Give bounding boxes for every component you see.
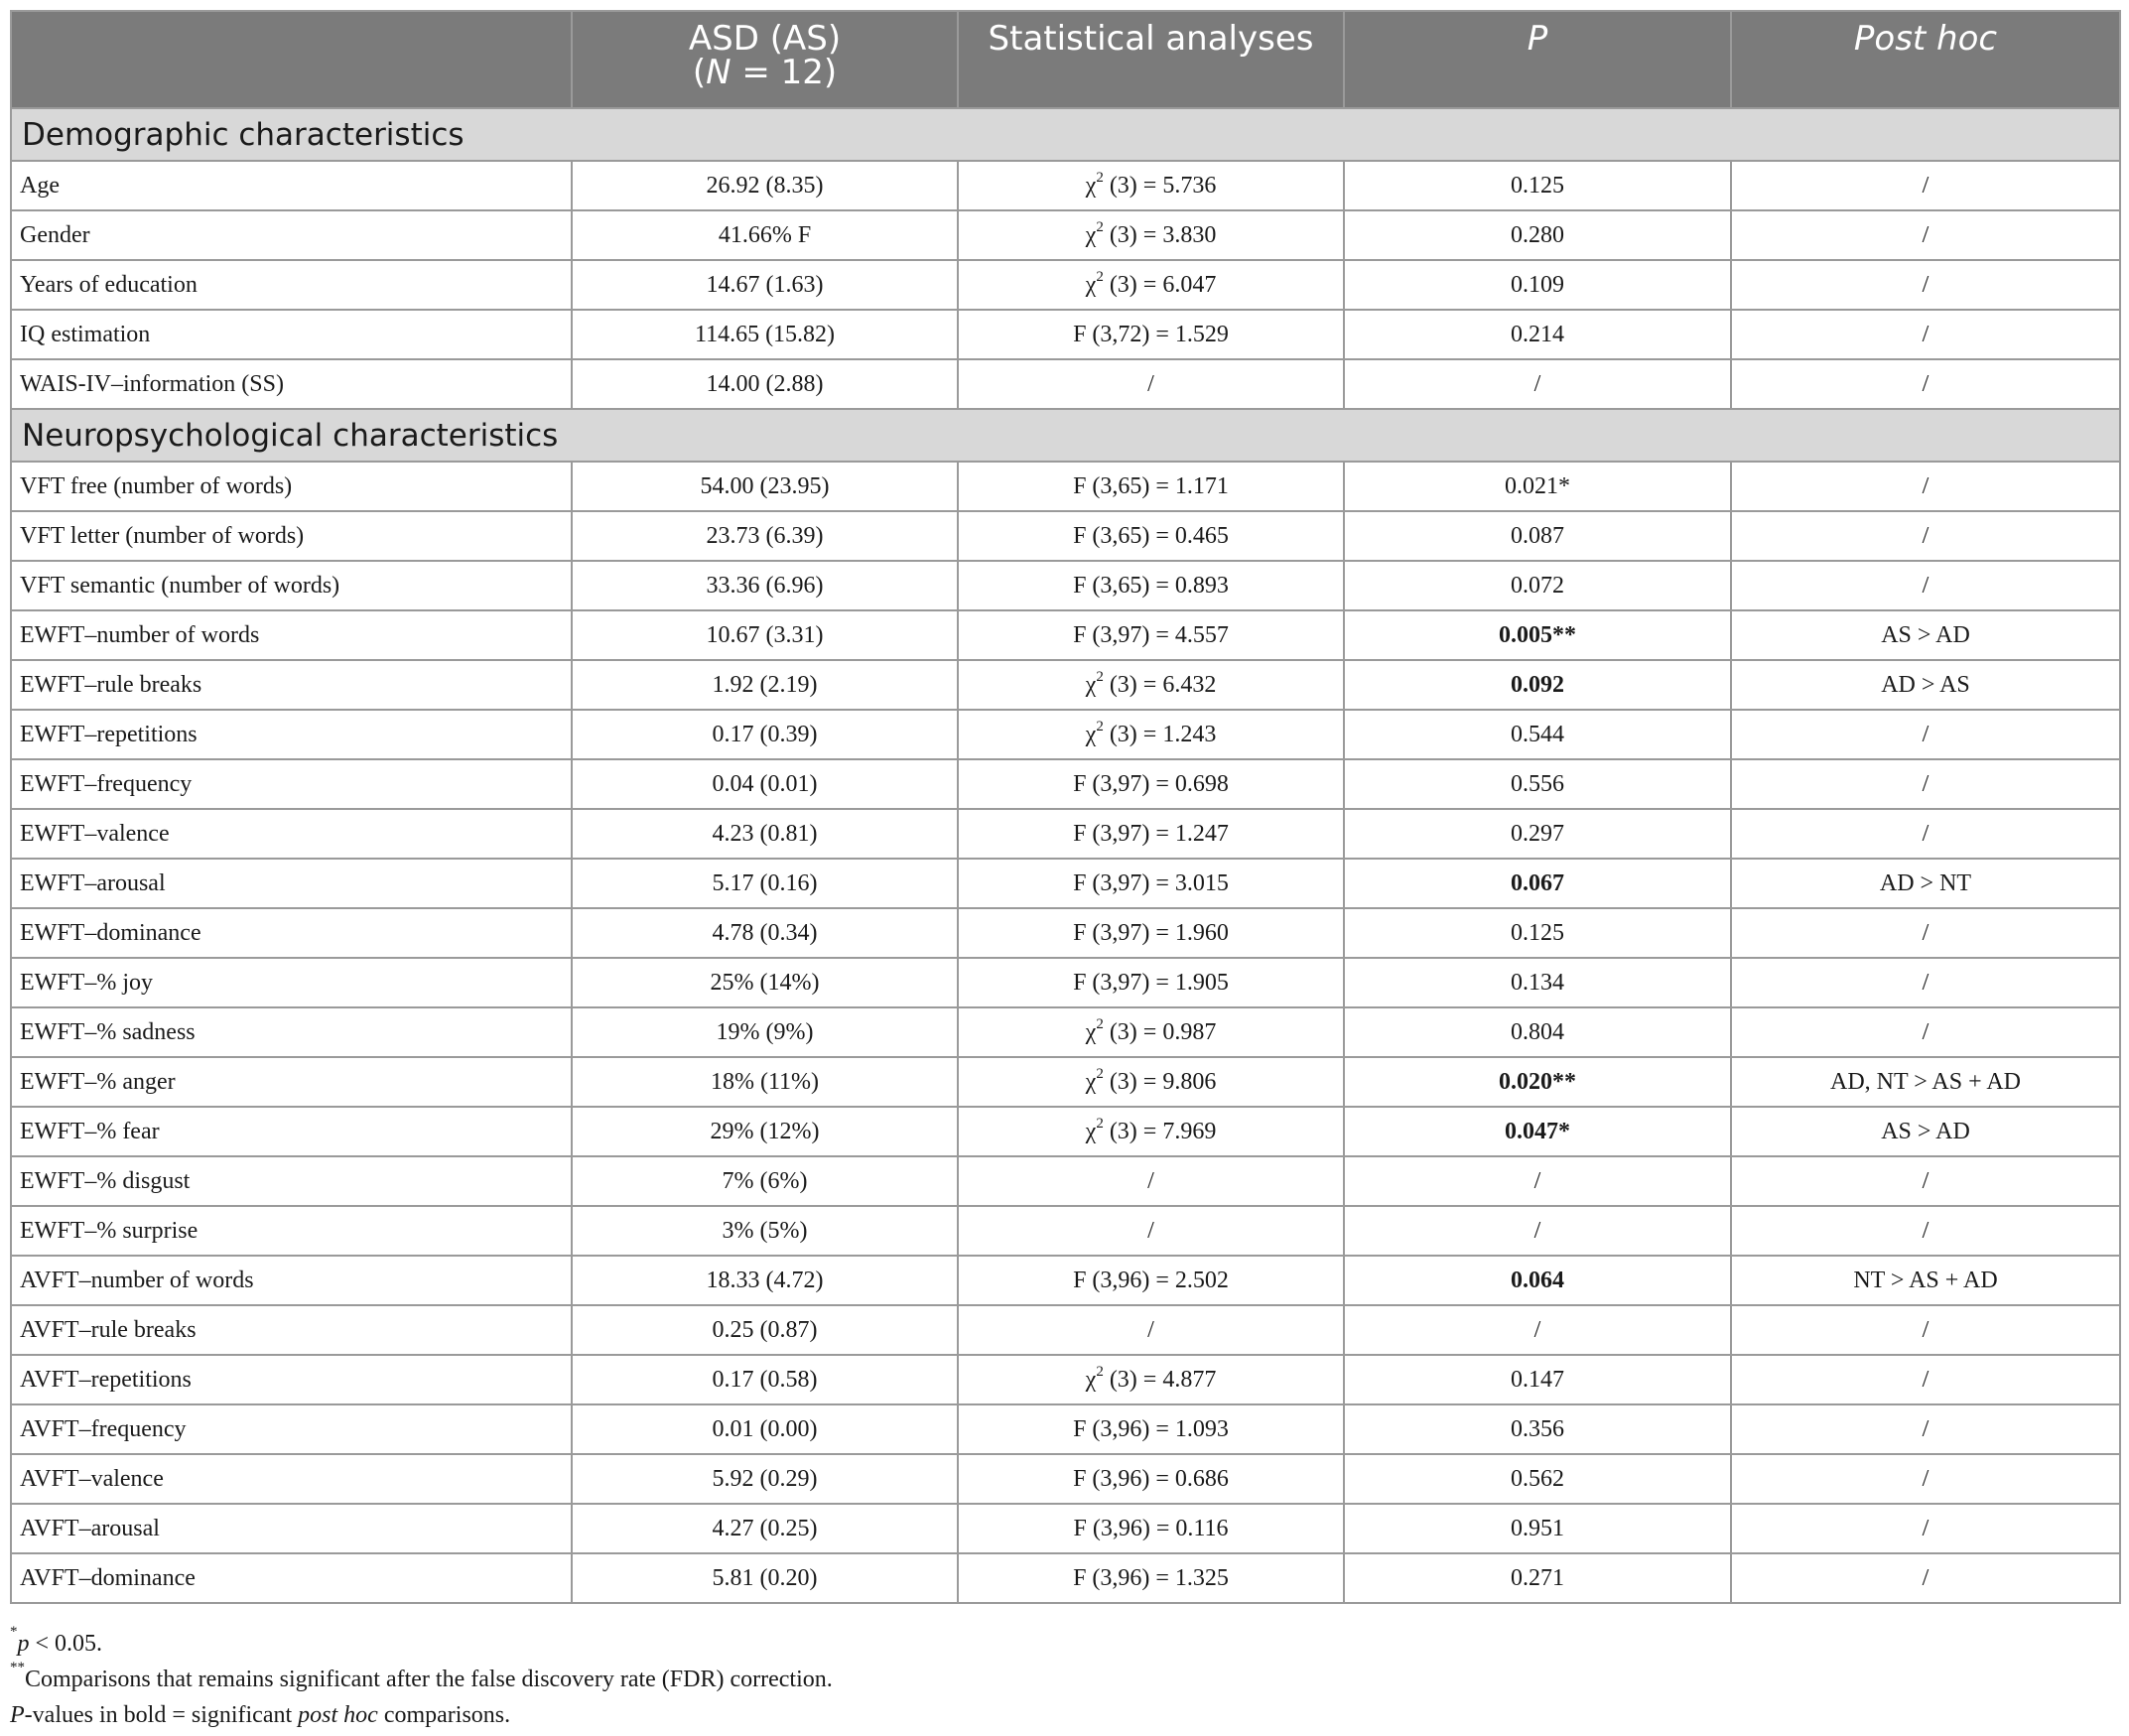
stat-value xyxy=(958,210,1344,260)
stat-text: F (3,96) = 1.093 xyxy=(1073,1415,1229,1442)
footnote-3-italic: post hoc xyxy=(298,1702,378,1728)
stat-value xyxy=(958,710,1344,759)
posthoc-value: NT > AS + AD xyxy=(1731,1256,2120,1305)
stat-value xyxy=(958,908,1344,958)
stat-text: F (3,97) = 0.698 xyxy=(1073,770,1229,797)
posthoc-value: / xyxy=(1731,511,2120,561)
chi-symbol: χ xyxy=(1085,721,1097,747)
stat-value xyxy=(958,310,1344,359)
asd-value: 5.81 (0.20) xyxy=(572,1553,958,1603)
section-row-neuro xyxy=(11,409,2120,462)
stat-text: F (3,96) = 2.502 xyxy=(1073,1267,1229,1293)
stat-value xyxy=(958,161,1344,210)
measure-label: Gender xyxy=(11,210,572,260)
table-header-row xyxy=(11,11,2120,108)
posthoc-value: / xyxy=(1731,908,2120,958)
stat-text: F (3,97) = 4.557 xyxy=(1073,621,1229,648)
asd-value: 5.92 (0.29) xyxy=(572,1454,958,1504)
posthoc-value: / xyxy=(1731,1305,2120,1355)
asd-value: 14.00 (2.88) xyxy=(572,359,958,409)
stat-value xyxy=(958,1355,1344,1404)
posthoc-value: / xyxy=(1731,1355,2120,1404)
measure-label: EWFT–% anger xyxy=(11,1057,572,1107)
table-row xyxy=(11,1256,2120,1305)
measure-label: EWFT–% joy xyxy=(11,958,572,1007)
p-value: 0.109 xyxy=(1344,260,1731,310)
table-row xyxy=(11,1355,2120,1404)
stat-text: (3) = 7.969 xyxy=(1103,1118,1217,1144)
header-stat-cell: Statistical analyses xyxy=(958,11,1344,108)
asd-value: 18.33 (4.72) xyxy=(572,1256,958,1305)
stat-text: (3) = 6.432 xyxy=(1103,671,1217,698)
measure-label: Years of education xyxy=(11,260,572,310)
section-title-demographic: Demographic characteristics xyxy=(11,108,2120,161)
posthoc-value: / xyxy=(1731,1206,2120,1256)
table-row xyxy=(11,759,2120,809)
posthoc-value: AS > AD xyxy=(1731,610,2120,660)
header-p-label: P xyxy=(1527,19,1548,59)
measure-label: EWFT–% surprise xyxy=(11,1206,572,1256)
posthoc-value: / xyxy=(1731,210,2120,260)
chi-symbol: χ xyxy=(1085,172,1097,199)
stat-value xyxy=(958,1553,1344,1603)
measure-label: EWFT–arousal xyxy=(11,859,572,908)
p-value: 0.556 xyxy=(1344,759,1731,809)
p-value: / xyxy=(1344,1206,1731,1256)
asd-value: 0.17 (0.39) xyxy=(572,710,958,759)
table-row xyxy=(11,660,2120,710)
p-value: 0.147 xyxy=(1344,1355,1731,1404)
table-row xyxy=(11,710,2120,759)
posthoc-value: / xyxy=(1731,462,2120,511)
table-row xyxy=(11,1454,2120,1504)
measure-label: EWFT–number of words xyxy=(11,610,572,660)
chi-superscript: 2 xyxy=(1096,268,1104,285)
table-row xyxy=(11,1404,2120,1454)
table-row xyxy=(11,310,2120,359)
footnote-3 xyxy=(10,1697,2094,1733)
asd-value: 5.17 (0.16) xyxy=(572,859,958,908)
measure-label: EWFT–valence xyxy=(11,809,572,859)
posthoc-value: / xyxy=(1731,759,2120,809)
stat-text: F (3,65) = 0.893 xyxy=(1073,572,1229,599)
stat-text: / xyxy=(1147,1167,1154,1194)
posthoc-value: / xyxy=(1731,310,2120,359)
asd-value: 3% (5%) xyxy=(572,1206,958,1256)
footnote-2-mark: ** xyxy=(10,1660,25,1675)
asd-value: 33.36 (6.96) xyxy=(572,561,958,610)
table-row xyxy=(11,958,2120,1007)
stat-value xyxy=(958,511,1344,561)
asd-value: 54.00 (23.95) xyxy=(572,462,958,511)
chi-symbol: χ xyxy=(1085,1018,1097,1045)
footnote-1-var: p xyxy=(17,1631,30,1657)
p-value: 0.072 xyxy=(1344,561,1731,610)
stat-value xyxy=(958,462,1344,511)
measure-label: AVFT–dominance xyxy=(11,1553,572,1603)
chi-superscript: 2 xyxy=(1096,1115,1104,1132)
p-value: 0.067 xyxy=(1344,859,1731,908)
p-value: 0.020** xyxy=(1344,1057,1731,1107)
p-value: 0.356 xyxy=(1344,1404,1731,1454)
p-value: 0.064 xyxy=(1344,1256,1731,1305)
measure-label: VFT letter (number of words) xyxy=(11,511,572,561)
posthoc-value: AD > NT xyxy=(1731,859,2120,908)
header-p-cell xyxy=(1344,11,1731,108)
stat-value xyxy=(958,958,1344,1007)
p-value: 0.804 xyxy=(1344,1007,1731,1057)
measure-label: EWFT–% sadness xyxy=(11,1007,572,1057)
table-row xyxy=(11,908,2120,958)
header-n-var: N xyxy=(706,53,732,92)
chi-superscript: 2 xyxy=(1096,718,1104,734)
asd-value: 26.92 (8.35) xyxy=(572,161,958,210)
p-value: 0.125 xyxy=(1344,161,1731,210)
stat-value xyxy=(958,1504,1344,1553)
p-value: 0.005** xyxy=(1344,610,1731,660)
footnote-2 xyxy=(10,1662,2094,1697)
measure-label: VFT semantic (number of words) xyxy=(11,561,572,610)
asd-value: 114.65 (15.82) xyxy=(572,310,958,359)
header-asd-label: ASD (AS) xyxy=(688,19,842,59)
results-table xyxy=(10,10,2121,1604)
stat-text: / xyxy=(1147,1217,1154,1244)
table-row xyxy=(11,610,2120,660)
asd-value: 0.25 (0.87) xyxy=(572,1305,958,1355)
stat-value xyxy=(958,1404,1344,1454)
measure-label: AVFT–frequency xyxy=(11,1404,572,1454)
footnote-3-end: comparisons. xyxy=(377,1702,511,1728)
stat-text: / xyxy=(1147,370,1154,397)
stat-value xyxy=(958,1206,1344,1256)
chi-superscript: 2 xyxy=(1096,218,1104,235)
stat-text: F (3,96) = 0.686 xyxy=(1073,1465,1229,1492)
stat-value xyxy=(958,1156,1344,1206)
asd-value: 1.92 (2.19) xyxy=(572,660,958,710)
stat-value xyxy=(958,660,1344,710)
stat-text: F (3,72) = 1.529 xyxy=(1073,321,1229,347)
p-value: 0.021* xyxy=(1344,462,1731,511)
table-row xyxy=(11,462,2120,511)
table-row xyxy=(11,1156,2120,1206)
p-value: 0.297 xyxy=(1344,809,1731,859)
stat-text: (3) = 3.830 xyxy=(1103,221,1217,248)
stat-text: F (3,97) = 3.015 xyxy=(1073,869,1229,896)
header-n-open: ( xyxy=(692,53,707,92)
chi-superscript: 2 xyxy=(1096,1015,1104,1032)
chi-symbol: χ xyxy=(1085,271,1097,298)
asd-value: 25% (14%) xyxy=(572,958,958,1007)
footnotes xyxy=(10,1626,2094,1733)
stat-value xyxy=(958,759,1344,809)
posthoc-value: AD, NT > AS + AD xyxy=(1731,1057,2120,1107)
table-row xyxy=(11,561,2120,610)
header-n-rest: = 12) xyxy=(731,53,838,92)
measure-label: EWFT–repetitions xyxy=(11,710,572,759)
stat-text: (3) = 5.736 xyxy=(1103,172,1217,199)
p-value: 0.562 xyxy=(1344,1454,1731,1504)
stat-text: F (3,96) = 1.325 xyxy=(1073,1564,1229,1591)
asd-value: 4.78 (0.34) xyxy=(572,908,958,958)
measure-label: AVFT–rule breaks xyxy=(11,1305,572,1355)
p-value: / xyxy=(1344,1156,1731,1206)
footnote-1-text: < 0.05. xyxy=(29,1631,103,1657)
footnote-3-text: -values in bold = significant xyxy=(24,1702,299,1728)
stat-text: (3) = 4.877 xyxy=(1103,1366,1217,1393)
chi-superscript: 2 xyxy=(1096,169,1104,186)
table-row xyxy=(11,859,2120,908)
chi-symbol: χ xyxy=(1085,1118,1097,1144)
stat-value xyxy=(958,1305,1344,1355)
posthoc-value: / xyxy=(1731,161,2120,210)
p-value: 0.047* xyxy=(1344,1107,1731,1156)
p-value: 0.280 xyxy=(1344,210,1731,260)
measure-label: EWFT–dominance xyxy=(11,908,572,958)
measure-label: AVFT–repetitions xyxy=(11,1355,572,1404)
asd-value: 29% (12%) xyxy=(572,1107,958,1156)
stat-value xyxy=(958,1454,1344,1504)
asd-value: 14.67 (1.63) xyxy=(572,260,958,310)
stat-text: F (3,65) = 0.465 xyxy=(1073,522,1229,549)
stat-value xyxy=(958,859,1344,908)
asd-value: 7% (6%) xyxy=(572,1156,958,1206)
chi-superscript: 2 xyxy=(1096,1065,1104,1082)
posthoc-value: / xyxy=(1731,1454,2120,1504)
asd-value: 23.73 (6.39) xyxy=(572,511,958,561)
table-row xyxy=(11,1057,2120,1107)
stat-value xyxy=(958,1107,1344,1156)
table-row xyxy=(11,1107,2120,1156)
stat-text: (3) = 6.047 xyxy=(1103,271,1217,298)
posthoc-value: / xyxy=(1731,260,2120,310)
chi-superscript: 2 xyxy=(1096,1363,1104,1380)
posthoc-value: / xyxy=(1731,1504,2120,1553)
table-row xyxy=(11,1305,2120,1355)
asd-value: 4.23 (0.81) xyxy=(572,809,958,859)
stat-value xyxy=(958,1007,1344,1057)
asd-value: 10.67 (3.31) xyxy=(572,610,958,660)
posthoc-value: / xyxy=(1731,1553,2120,1603)
header-posthoc-cell xyxy=(1731,11,2120,108)
p-value: 0.214 xyxy=(1344,310,1731,359)
posthoc-value: / xyxy=(1731,1156,2120,1206)
table-row xyxy=(11,210,2120,260)
stat-text: F (3,97) = 1.247 xyxy=(1073,820,1229,847)
p-value: 0.125 xyxy=(1344,908,1731,958)
measure-label: EWFT–rule breaks xyxy=(11,660,572,710)
header-asd-cell xyxy=(572,11,958,108)
stat-text: (3) = 1.243 xyxy=(1103,721,1217,747)
chi-superscript: 2 xyxy=(1096,668,1104,685)
measure-label: AVFT–number of words xyxy=(11,1256,572,1305)
chi-symbol: χ xyxy=(1085,671,1097,698)
asd-value: 4.27 (0.25) xyxy=(572,1504,958,1553)
results-table-container xyxy=(10,10,2119,1604)
p-value: 0.271 xyxy=(1344,1553,1731,1603)
asd-value: 0.01 (0.00) xyxy=(572,1404,958,1454)
posthoc-value: AD > AS xyxy=(1731,660,2120,710)
posthoc-value: AS > AD xyxy=(1731,1107,2120,1156)
measure-label: Age xyxy=(11,161,572,210)
table-row xyxy=(11,161,2120,210)
measure-label: AVFT–valence xyxy=(11,1454,572,1504)
asd-value: 0.04 (0.01) xyxy=(572,759,958,809)
posthoc-value: / xyxy=(1731,1404,2120,1454)
measure-label: EWFT–% disgust xyxy=(11,1156,572,1206)
footnote-3-var: P xyxy=(10,1702,25,1728)
posthoc-value: / xyxy=(1731,958,2120,1007)
stat-value xyxy=(958,1057,1344,1107)
stat-text: F (3,97) = 1.960 xyxy=(1073,919,1229,946)
p-value: / xyxy=(1344,359,1731,409)
table-row xyxy=(11,809,2120,859)
p-value: 0.544 xyxy=(1344,710,1731,759)
measure-label: WAIS-IV–information (SS) xyxy=(11,359,572,409)
footnote-2-text: Comparisons that remains significant after the false discovery rate (FDR) correction. xyxy=(25,1667,833,1692)
stat-value xyxy=(958,561,1344,610)
table-row xyxy=(11,260,2120,310)
posthoc-value: / xyxy=(1731,809,2120,859)
measure-label: EWFT–frequency xyxy=(11,759,572,809)
stat-value xyxy=(958,1256,1344,1305)
posthoc-value: / xyxy=(1731,1007,2120,1057)
footnote-1 xyxy=(10,1626,2094,1662)
stat-value xyxy=(958,809,1344,859)
measure-label: IQ estimation xyxy=(11,310,572,359)
stat-text: (3) = 0.987 xyxy=(1103,1018,1217,1045)
stat-text: F (3,96) = 0.116 xyxy=(1073,1515,1229,1541)
section-title-neuro: Neuropsychological characteristics xyxy=(11,409,2120,462)
chi-symbol: χ xyxy=(1085,1068,1097,1095)
asd-value: 41.66% F xyxy=(572,210,958,260)
stat-text: / xyxy=(1147,1316,1154,1343)
posthoc-value: / xyxy=(1731,359,2120,409)
table-row xyxy=(11,1206,2120,1256)
chi-symbol: χ xyxy=(1085,1366,1097,1393)
p-value: 0.087 xyxy=(1344,511,1731,561)
stat-text: F (3,65) = 1.171 xyxy=(1073,472,1229,499)
header-blank-cell xyxy=(11,11,572,108)
measure-label: AVFT–arousal xyxy=(11,1504,572,1553)
table-row xyxy=(11,1504,2120,1553)
footnote-1-mark: * xyxy=(10,1624,18,1640)
stat-text: F (3,97) = 1.905 xyxy=(1073,969,1229,996)
measure-label: EWFT–% fear xyxy=(11,1107,572,1156)
p-value: 0.134 xyxy=(1344,958,1731,1007)
p-value: / xyxy=(1344,1305,1731,1355)
header-posthoc-label: Post hoc xyxy=(1853,19,1998,59)
posthoc-value: / xyxy=(1731,561,2120,610)
asd-value: 19% (9%) xyxy=(572,1007,958,1057)
p-value: 0.951 xyxy=(1344,1504,1731,1553)
chi-symbol: χ xyxy=(1085,221,1097,248)
table-row xyxy=(11,1553,2120,1603)
table-row xyxy=(11,511,2120,561)
asd-value: 0.17 (0.58) xyxy=(572,1355,958,1404)
p-value: 0.092 xyxy=(1344,660,1731,710)
stat-value xyxy=(958,359,1344,409)
section-row-demographic xyxy=(11,108,2120,161)
asd-value: 18% (11%) xyxy=(572,1057,958,1107)
stat-text: (3) = 9.806 xyxy=(1103,1068,1217,1095)
stat-value xyxy=(958,260,1344,310)
stat-value xyxy=(958,610,1344,660)
measure-label: VFT free (number of words) xyxy=(11,462,572,511)
table-row xyxy=(11,1007,2120,1057)
table-row xyxy=(11,359,2120,409)
posthoc-value: / xyxy=(1731,710,2120,759)
